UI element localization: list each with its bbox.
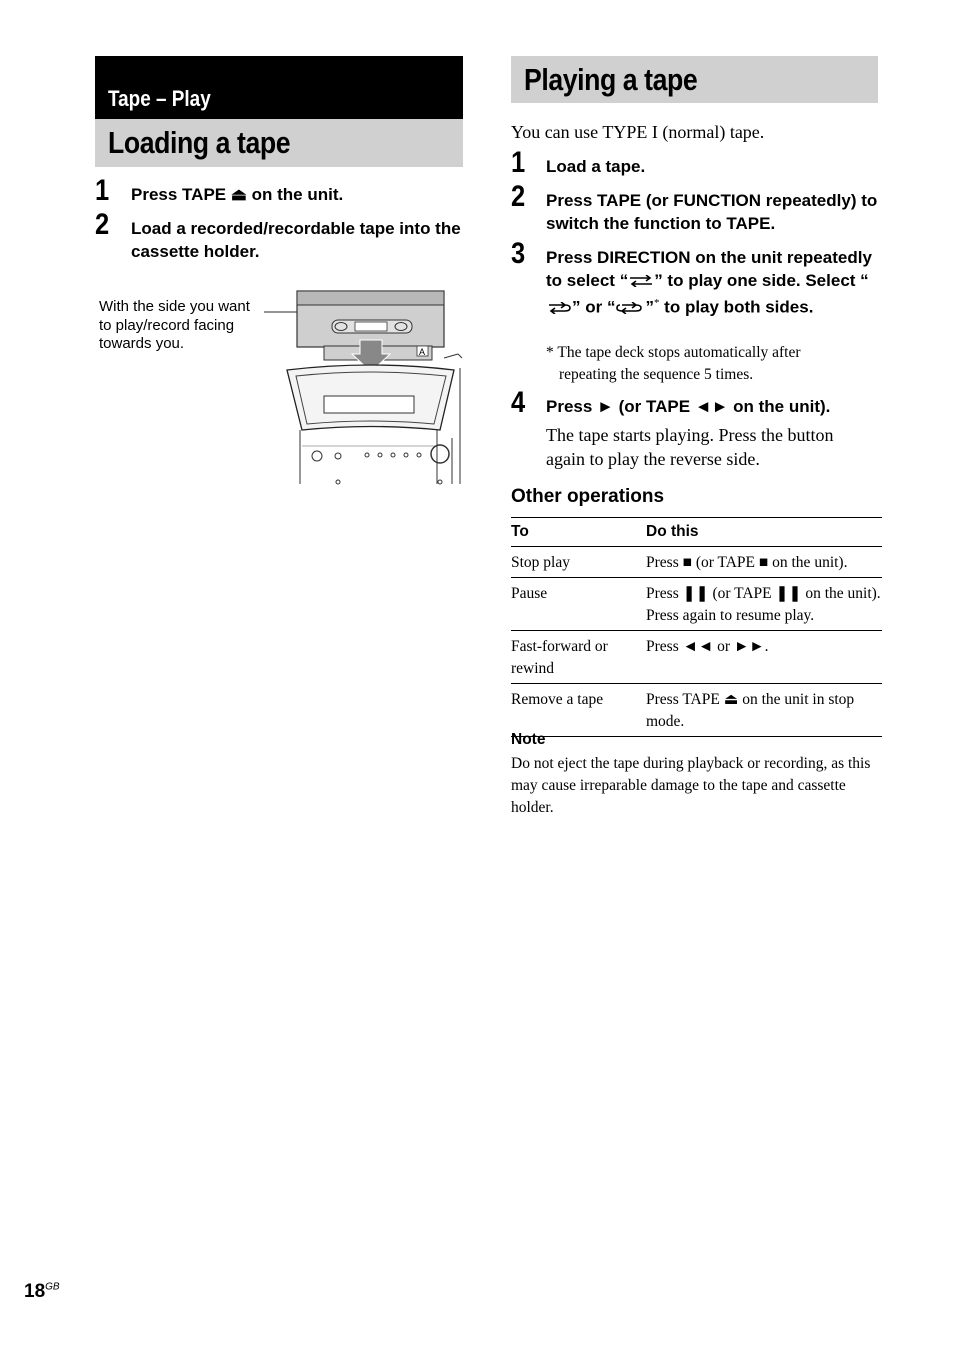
operations-table	[511, 517, 882, 737]
illustration-caption: With the side you want to play/record facing towards you.	[99, 298, 250, 352]
cassette-side-letter: A	[419, 347, 426, 357]
step-3-footnote: * The tape deck stops automatically after repeating the sequence 5 times.	[546, 344, 801, 383]
table-cell: Press ❚❚ (or TAPE ❚❚ on the unit). Press again to resume play.	[646, 578, 882, 631]
table-row	[511, 578, 882, 631]
cassette-deck-illustration	[262, 288, 464, 488]
page-number: $18^{GB}$	[24, 1281, 60, 1302]
step-2-text: Load a recorded/recordable tape into the cassette holder.	[131, 219, 461, 261]
table-cell: Press ◄◄ or ►►.	[646, 631, 882, 684]
note-heading: Note	[511, 731, 546, 748]
relay-loop-icon	[615, 302, 645, 314]
table-row	[511, 546, 882, 578]
page-title-loading: Loading a tape	[95, 119, 463, 167]
table-header: To	[511, 518, 646, 547]
table-cell: Press ■ (or TAPE ■ on the unit).	[646, 546, 882, 578]
one-side-direction-icon	[628, 275, 654, 287]
step-3-text: Press DIRECTION on the unit repeatedly to select “ ” to play one side. Select “” or “ ”* to play both sides.	[546, 248, 872, 317]
step-4-description: The tape starts playing. Press the button again to play the reverse side.	[546, 425, 834, 469]
note-text: Do not eject the tape during playback or recording, as this may cause irreparable damage to the tape and cassette holder.	[511, 755, 871, 816]
other-operations-heading: Other operations	[511, 486, 665, 507]
intro-text: You can use TYPE I (normal) tape.	[511, 122, 765, 142]
table-cell: Fast-forward or rewind	[511, 631, 646, 684]
page-title-playing: Playing a tape	[511, 56, 878, 103]
table-row	[511, 684, 882, 737]
both-sides-loop-icon	[546, 302, 572, 314]
table-header-row	[511, 518, 882, 547]
step-number-4: 4	[511, 386, 526, 419]
step-1-text: Load a tape.	[546, 157, 646, 176]
section-label: Tape – Play	[95, 56, 463, 119]
step-number-2: 2	[511, 180, 526, 213]
step-1-text: Press TAPE ⏏ on the unit.	[131, 185, 344, 204]
table-row	[511, 631, 882, 684]
table-header: Do this	[646, 518, 882, 547]
step-number-2: 2	[95, 208, 110, 241]
step-2-text: Press TAPE (or FUNCTION repeatedly) to switch the function to TAPE.	[546, 191, 878, 233]
step-4-text: Press ► (or TAPE ◄► on the unit).	[546, 397, 831, 416]
step-number-1: 1	[95, 174, 110, 207]
table-cell: Press TAPE ⏏ on the unit in stop mode.	[646, 684, 882, 737]
table-cell: Pause	[511, 578, 646, 631]
step-number-3: 3	[511, 237, 526, 270]
step-number-1: 1	[511, 146, 526, 179]
table-cell: Stop play	[511, 546, 646, 578]
table-cell: Remove a tape	[511, 684, 646, 737]
